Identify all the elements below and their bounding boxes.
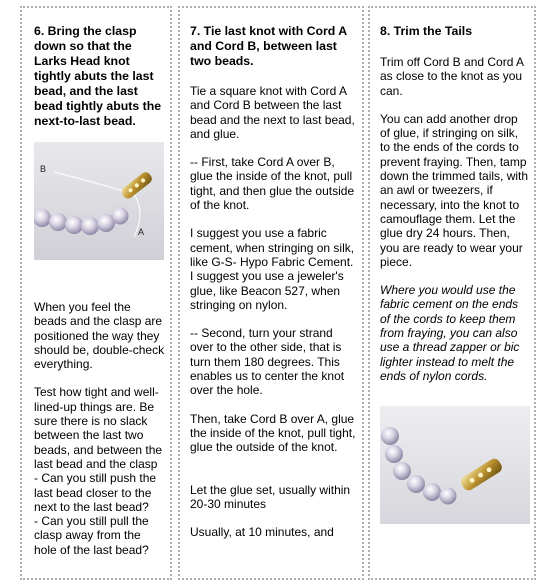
step-7-paragraph-6: Let the glue set, usually within 20-30 minutes [190, 482, 351, 511]
step-6-body [34, 300, 166, 557]
cord-a-label: A [138, 227, 145, 237]
clasp-photo [34, 142, 164, 260]
step-7-paragraph-5: Then, take Cord B over A, glue the inside of the knot, pull tight, glue the outside of the knot. [190, 411, 356, 455]
step-6-question-1: - Can you still push the last bead closer to the next to the last bead? [34, 471, 157, 514]
step-7-paragraph-3b: I suggest you use a jeweler's glue, like Beacon 527, when stringing on nylon. [190, 269, 344, 312]
step-7-paragraph-4: -- Second, turn your strand over to the other side, that is turn them 180 degrees. This enables us to center the knot over the hole. [190, 326, 345, 398]
step-7-panel [178, 6, 364, 580]
step-8-paragraph-2: You can add another drop of glue, if stringing on silk, to the ends of the cords to prevent fraying. Then, tamp down the trimmed tails, with an awl or tweezers, if necessary, into the knot to camouflage them. Let the glue dry 24 hours. Then, you are ready to wear your piece. [380, 111, 529, 269]
step-7-body [190, 84, 356, 539]
step-7-paragraph-1: Tie a square knot with Cord A and Cord B between the last bead and the next to last bead, and glue. [190, 84, 355, 141]
step-8-paragraph-1: Trim off Cord B and Cord A as close to the knot as you can. [380, 55, 524, 98]
step-8-body [380, 55, 530, 383]
step-6-question-2: - Can you still pull the clasp away from the hole of the last bead? [34, 514, 149, 557]
step-8-paragraph-3: Where you would use the fabric cement on the ends of the cords to keep them from fraying, you can also use a thread zapper or bic lighter instead to melt the ends of nylon cords. [380, 283, 520, 383]
cord-b-label: B [40, 164, 47, 174]
step-7-heading: 7. Tie last knot with Cord A and Cord B, between last two beads. [190, 24, 347, 68]
step-7-paragraph-2: -- First, take Cord A over B, glue the inside of the knot, pull tight, and then glue the outside of the knot. [190, 155, 355, 213]
step-6-paragraph-2: Test how tight and well-lined-up things are. Be sure there is no slack between the last two beads, and between the last bead and the clasp [34, 385, 163, 471]
step-6-paragraph-1: When you feel the beads and the clasp are positioned the way they should be, double-check everything. [34, 300, 165, 372]
step-6-panel [20, 6, 172, 580]
step-8-panel [368, 6, 536, 580]
step-7-paragraph-3a: I suggest you use a fabric cement, when stringing on silk, like G-S- Hypo Fabric Cement. [190, 226, 355, 269]
step-6-heading: 6. Bring the clasp down so that the Larks Head knot tightly abuts the last bead, and the last bead tightly abuts the next-to-last bead. [34, 24, 162, 128]
step-7-paragraph-7: Usually, at 10 minutes, and [190, 525, 334, 540]
trimmed-knot-photo [380, 406, 530, 524]
step-8-heading: 8. Trim the Tails [380, 24, 473, 38]
